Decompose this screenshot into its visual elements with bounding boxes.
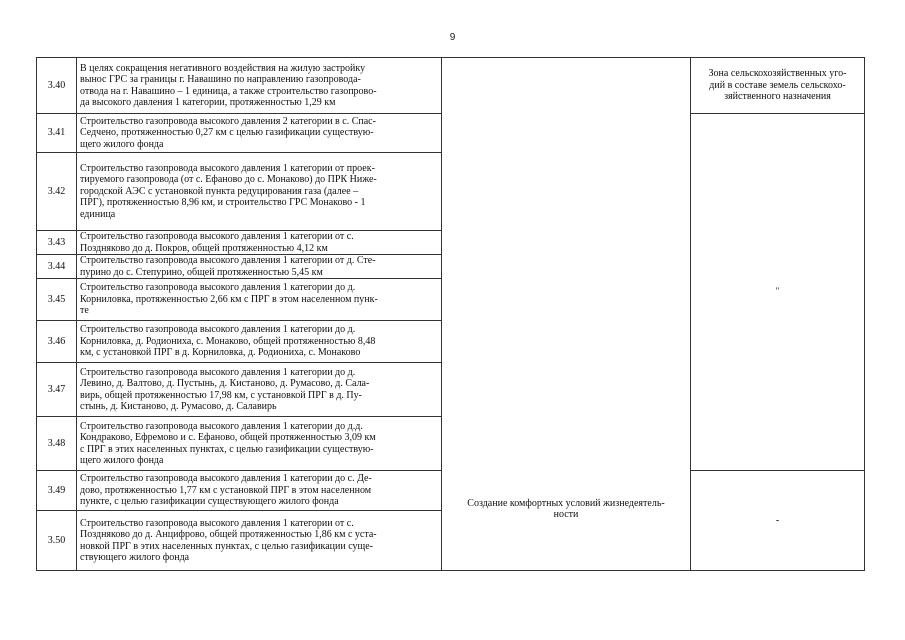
description-line: да высокого давления 1 категории, протяженностью 1,29 км xyxy=(80,97,336,108)
row-description xyxy=(77,321,442,363)
row-number: 3.46 xyxy=(37,321,77,363)
row-number: 3.40 xyxy=(37,58,77,114)
description-line: дово, протяженностью 1,77 км с установкой ПРГ в этом населенном xyxy=(80,484,372,496)
row-description xyxy=(77,279,442,321)
row-number: 3.42 xyxy=(37,153,77,231)
description-line: вынос ГРС за границы г. Навашино по направлению газопровода- xyxy=(80,74,361,85)
page-number: 9 xyxy=(449,32,456,43)
description-line: ПРГ), протяженностью 8,96 км, и строительство ГРС Монаково - 1 xyxy=(80,197,366,209)
description-line: Строительство газопровода высокого давления 1 категории до д. xyxy=(80,324,356,336)
row-description xyxy=(77,153,442,231)
description-line: те xyxy=(80,305,89,317)
row-description xyxy=(77,417,442,471)
zone-dash-cell: - xyxy=(691,471,865,571)
row-number: 3.41 xyxy=(37,114,77,153)
description-line: отвода на г. Навашино – 1 единица, а также строительство газопрово- xyxy=(80,85,377,97)
description-line: единица xyxy=(80,208,116,220)
description-line: Левино, д. Валтово, д. Пустынь, д. Кистаново, д. Румасово, д. Сала- xyxy=(80,378,370,389)
zone-line: зяйственного назначения xyxy=(724,91,831,103)
description-line: городской АЭС с установкой пункта редуцирования газа (далее – xyxy=(80,185,359,197)
description-line: Поздняково до д. Покров, общей протяженностью 4,12 км xyxy=(80,242,328,254)
description-line: пурино до с. Степурино, общей протяженностью 5,45 км xyxy=(80,266,323,278)
description-line: Седчено, протяженностью 0,27 км с целью газификации существую- xyxy=(80,127,374,139)
description-line: тируемого газопровода (от с. Ефаново до с. Монаково) до ПРК Ниже- xyxy=(80,174,377,186)
row-number: 3.43 xyxy=(37,231,77,255)
ditto-mark: " xyxy=(775,286,780,297)
description-line: Строительство газопровода высокого давления 1 категории до д. xyxy=(80,282,356,294)
description-line: вирь, общей протяженностью 17,98 км, с установкой ПРГ в д. Пу- xyxy=(80,389,362,401)
description-line: Строительство газопровода высокого давления 1 категории от д. Сте- xyxy=(80,255,376,266)
zone-line: Зона сельскохозяйственных уго- xyxy=(708,68,847,80)
description-line: щего жилого фонда xyxy=(80,138,164,150)
description-line: км, с установкой ПРГ в д. Корниловка, д. Родиониха, с. Монаково xyxy=(80,347,361,359)
row-number: 3.44 xyxy=(37,255,77,279)
description-line: Строительство газопровода высокого давления 1 категории от с. xyxy=(80,231,354,242)
row-description xyxy=(77,255,442,279)
description-line: новкой ПРГ в этих населенных пунктах, с целью газификации суще- xyxy=(80,540,373,552)
description-line: В целях сокращения негативного воздействия на жилую застройку xyxy=(80,62,366,74)
row-number: 3.48 xyxy=(37,417,77,471)
purpose-line: Создание комфортных условий жизнедеятель- xyxy=(467,497,665,509)
row-number: 3.45 xyxy=(37,279,77,321)
description-line: Строительство газопровода высокого давления 1 категории от с. xyxy=(80,517,354,529)
description-line: Строительство газопровода высокого давления 1 категории до с. Де- xyxy=(80,473,372,485)
row-description xyxy=(77,58,442,114)
row-description xyxy=(77,511,442,571)
row-description xyxy=(77,231,442,255)
description-line: стынь, д. Кистаново, д. Румасово, д. Салавирь xyxy=(80,401,277,412)
table-row xyxy=(37,58,865,114)
description-line: пункте, с целью газификации существующего жилого фонда xyxy=(80,496,339,508)
description-line: Строительство газопровода высокого давления 1 категории до д.д. xyxy=(80,420,363,432)
row-number: 3.49 xyxy=(37,471,77,511)
description-line: Корниловка, д. Родиониха, с. Монаково, общей протяженностью 8,48 xyxy=(80,335,376,347)
description-line: с ПРГ в этих населенных пунктах, с целью газификации существую- xyxy=(80,443,374,455)
zone-line: дий в составе земель сельскохо- xyxy=(709,79,846,91)
purpose-cell xyxy=(442,58,691,571)
zone-cell xyxy=(691,58,865,114)
objects-table xyxy=(36,57,865,571)
description-line: Кондраково, Ефремово и с. Ефаново, общей протяженностью 3,09 км xyxy=(80,432,376,443)
purpose-line: ности xyxy=(553,509,579,520)
row-description xyxy=(77,471,442,511)
row-number: 3.50 xyxy=(37,511,77,571)
description-line: Строительство газопровода высокого давления 1 категории от проек- xyxy=(80,162,375,174)
description-line: щего жилого фонда xyxy=(80,455,164,466)
description-line: Поздняково до д. Анцифрово, общей протяженностью 1,86 км с уста- xyxy=(80,529,377,540)
row-number: 3.47 xyxy=(37,363,77,417)
zone-ditto-cell xyxy=(691,114,865,471)
description-line: Строительство газопровода высокого давления 2 категории в с. Спас- xyxy=(80,115,376,127)
row-description xyxy=(77,114,442,153)
description-line: Строительство газопровода высокого давления 1 категории до д. xyxy=(80,366,356,378)
description-line: Корниловка, протяженностью 2,66 км с ПРГ в этом населенном пунк- xyxy=(80,293,378,305)
row-description xyxy=(77,363,442,417)
description-line: ствующего жилого фонда xyxy=(80,552,190,563)
